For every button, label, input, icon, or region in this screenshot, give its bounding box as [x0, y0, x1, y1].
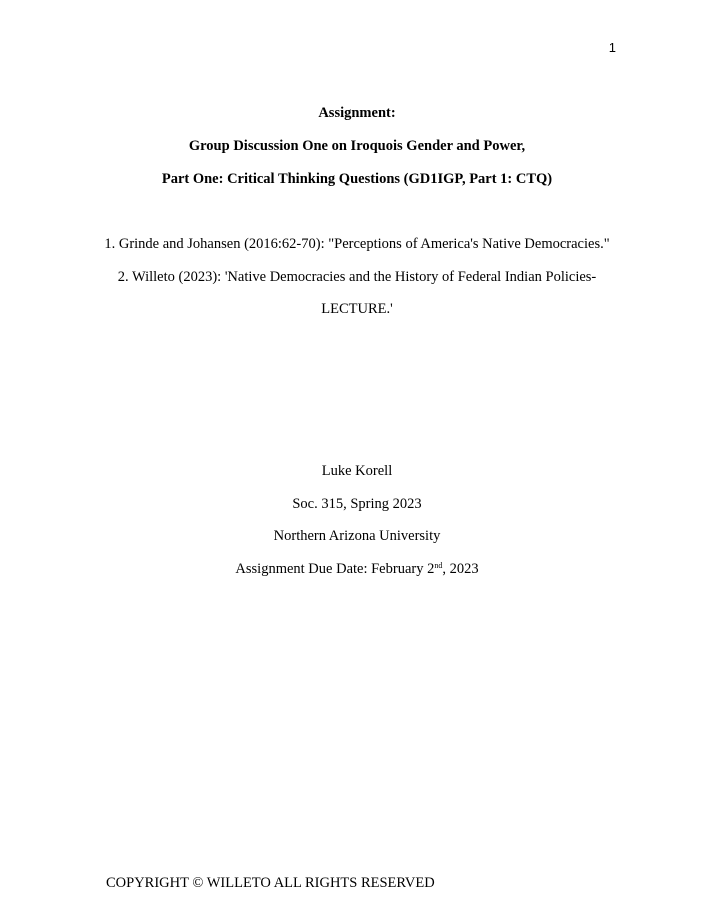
reference-1: 1. Grinde and Johansen (2016:62-70): "Perceptions of America's Native Democracies.": [104, 236, 610, 252]
title-line-2: Group Discussion One on Iroquois Gender and Power,: [188, 138, 526, 154]
reference-2-continued: LECTURE.': [321, 301, 393, 317]
copyright-footer: COPYRIGHT © WILLETO ALL RIGHTS RESERVED: [106, 875, 435, 891]
due-date-prefix: Assignment Due Date: February 2: [235, 561, 435, 577]
institution-name: Northern Arizona University: [273, 528, 441, 544]
due-date: [0, 560, 714, 578]
author-name: Luke Korell: [321, 463, 393, 479]
title-line-1: Assignment:: [318, 105, 396, 121]
due-date-suffix: , 2023: [442, 561, 479, 577]
course-info: Soc. 315, Spring 2023: [292, 496, 422, 512]
reference-2: 2. Willeto (2023): 'Native Democracies and the History of Federal Indian Policies-: [117, 269, 597, 285]
due-date-ordinal: nd: [434, 561, 443, 570]
title-line-3: Part One: Critical Thinking Questions (GD1IGP, Part 1: CTQ): [161, 171, 553, 187]
page-number: 1: [608, 40, 616, 55]
